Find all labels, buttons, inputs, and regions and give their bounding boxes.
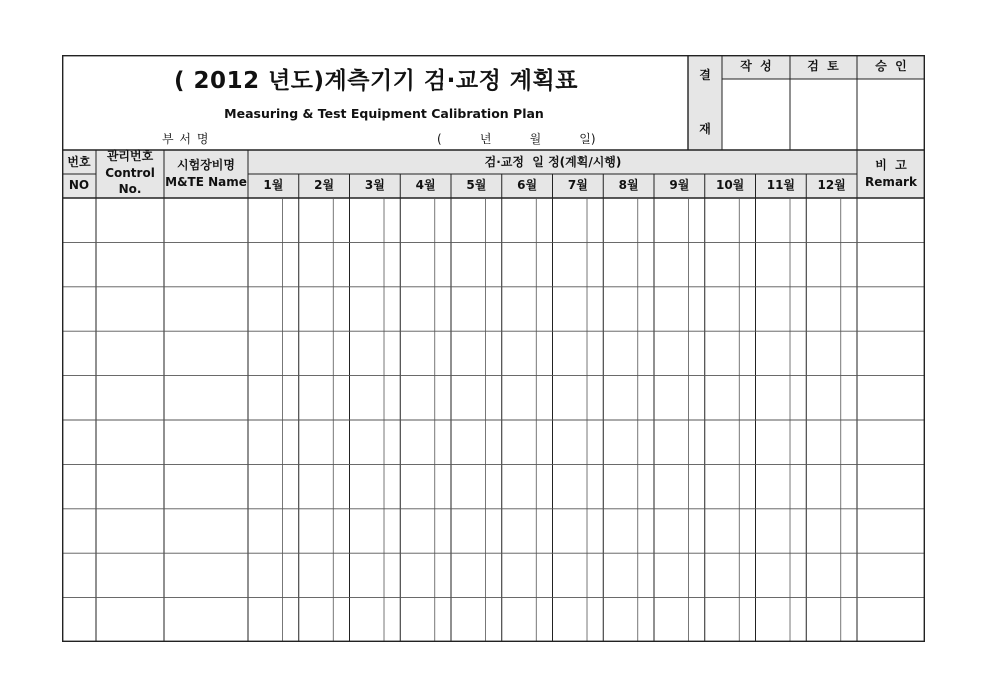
column-equipment-en: M&TE Name [165, 175, 247, 189]
approval-column-approve: 승 인 [875, 59, 907, 73]
column-control-en: Control No. [105, 166, 155, 196]
approval-side-top: 결 [699, 68, 711, 82]
approval-column-author: 작 성 [740, 59, 772, 73]
month-label: 6월 [517, 178, 538, 192]
month-label: 5월 [466, 178, 487, 192]
column-equipment-kr: 시험장비명 [177, 158, 235, 172]
calibration-plan-form [62, 55, 925, 642]
month-label: 8월 [618, 178, 639, 192]
month-label: 3월 [364, 178, 385, 192]
column-remark-en: Remark [865, 175, 917, 189]
date-label: ( 년 월 일) [437, 132, 596, 146]
month-label: 7월 [567, 178, 588, 192]
column-control-kr: 관리번호 [106, 149, 154, 163]
form-title: ( 2012 년도)계측기기 검·교정 계획표 [174, 68, 578, 94]
month-label: 11월 [766, 178, 796, 192]
month-label: 2월 [314, 178, 335, 192]
approval-column-review: 검 토 [807, 59, 839, 73]
month-label: 12월 [817, 178, 846, 192]
month-label: 10월 [715, 178, 745, 192]
column-schedule: 검·교정 일 정(계획/시행) [484, 155, 622, 169]
column-no-kr: 번호 [67, 155, 91, 169]
column-remark-kr: 비 고 [875, 158, 907, 172]
approval-side-bottom: 재 [699, 122, 711, 136]
month-label: 9월 [669, 178, 690, 192]
form-subtitle: Measuring & Test Equipment Calibration Plan [224, 106, 544, 121]
month-label: 4월 [415, 178, 436, 192]
column-no-en: NO [68, 178, 90, 192]
month-label: 1월 [263, 178, 284, 192]
department-label: 부 서 명 [162, 132, 210, 146]
